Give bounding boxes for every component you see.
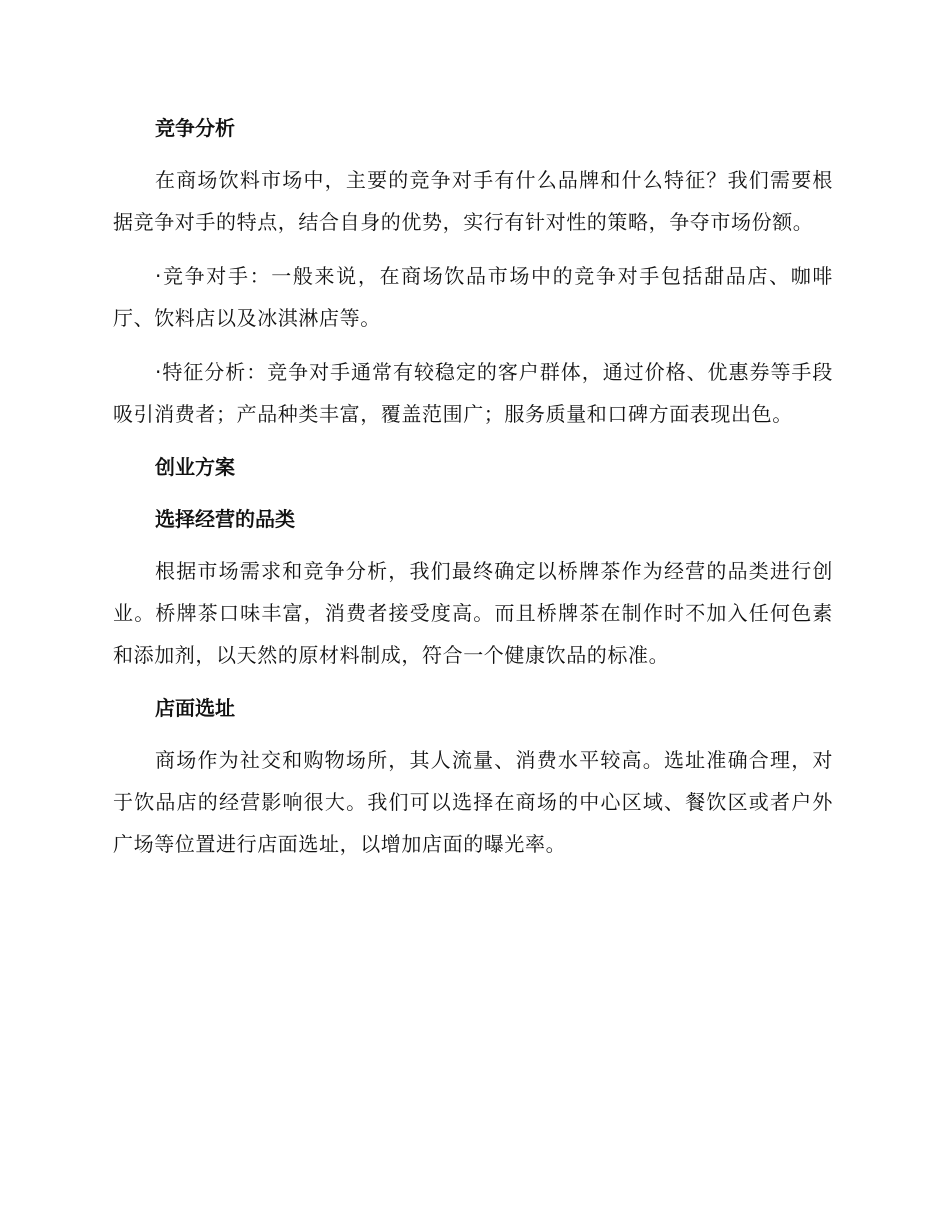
document-content [113, 108, 833, 865]
heading-competition-analysis: 竞争分析 [155, 116, 235, 140]
paragraph-category: 根据市场需求和竞争分析，我们最终确定以桥牌茶作为经营的品类进行创业。桥牌茶口味丰富，消费者接受度高。而且桥牌茶在制作时不加入任何色素和添加剂，以天然的原材料制成，符合一个健康饮品的标准。 [113, 559, 833, 667]
paragraph-competition-intro: 在商场饮料市场中，主要的竞争对手有什么品牌和什么特征？我们需要根据竞争对手的特点，结合自身的优势，实行有针对性的策略，争夺市场份额。 [113, 168, 833, 234]
bullet-competitors: ·竞争对手：一般来说，在商场饮品市场中的竞争对手包括甜品店、咖啡厅、饮料店以及冰淇淋店等。 [113, 264, 833, 330]
heading-choose-category: 选择经营的品类 [155, 507, 295, 531]
heading-startup-plan: 创业方案 [155, 455, 235, 479]
paragraph-location: 商场作为社交和购物场所，其人流量、消费水平较高。选址准确合理，对于饮品店的经营影响很大。我们可以选择在商场的中心区域、餐饮区或者户外广场等位置进行店面选址，以增加店面的曝光率。 [113, 748, 833, 856]
bullet-feature-analysis: ·特征分析：竞争对手通常有较稳定的客户群体，通过价格、优惠券等手段吸引消费者；产品种类丰富，覆盖范围广；服务质量和口碑方面表现出色。 [113, 360, 833, 426]
heading-store-location: 店面选址 [155, 696, 235, 720]
